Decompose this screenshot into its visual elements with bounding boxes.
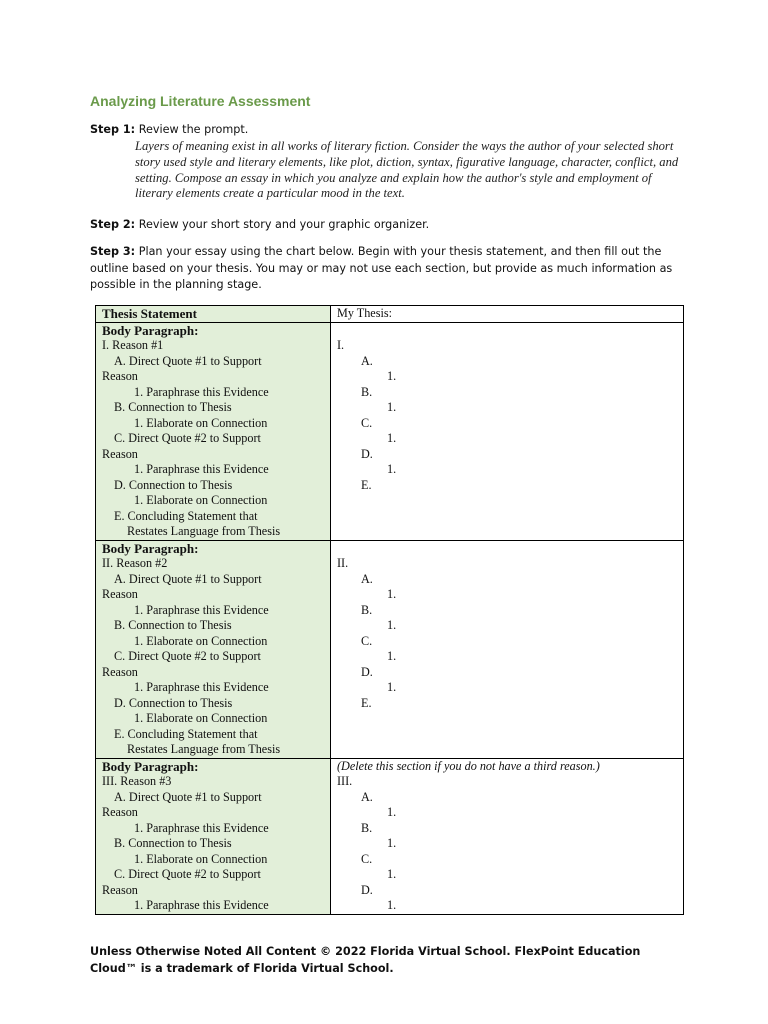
outline-label: 1. Paraphrase this Evidence bbox=[134, 602, 269, 617]
outline-letter: A. bbox=[361, 571, 373, 586]
essay-planning-chart bbox=[95, 305, 684, 915]
outline-label: 1. Paraphrase this Evidence bbox=[134, 898, 269, 912]
body-paragraph-1-outline-labels bbox=[96, 322, 331, 540]
body-paragraph-heading: Body Paragraph: bbox=[102, 322, 199, 338]
outline-label: E. Concluding Statement that bbox=[114, 508, 258, 523]
body-paragraph-3-outline-labels bbox=[96, 758, 331, 914]
outline-label: B. Connection to Thesis bbox=[114, 618, 232, 632]
outline-letter: D. bbox=[361, 664, 373, 679]
outline-label: A. Direct Quote #1 to Support bbox=[114, 789, 262, 804]
outline-number: 1. bbox=[387, 587, 397, 601]
outline-label: D. Connection to Thesis bbox=[114, 477, 233, 492]
step-1 bbox=[90, 122, 680, 139]
outline-number: 1. bbox=[387, 867, 397, 881]
outline-letter: A. bbox=[361, 353, 373, 368]
body-paragraph-heading: Body Paragraph: bbox=[102, 540, 199, 556]
step-3 bbox=[90, 244, 680, 294]
outline-number: 1. bbox=[387, 431, 397, 445]
reason-label: III. Reason #3 bbox=[102, 774, 172, 788]
outline-number: 1. bbox=[387, 618, 397, 632]
outline-letter: B. bbox=[361, 602, 373, 617]
outline-label: C. Direct Quote #2 to Support bbox=[114, 649, 261, 663]
outline-letter: B. bbox=[361, 820, 373, 835]
outline-label: C. Direct Quote #2 to Support bbox=[114, 431, 261, 445]
body-paragraph-1-input-cell[interactable] bbox=[331, 322, 684, 540]
thesis-row bbox=[96, 306, 684, 323]
outline-letter: C. bbox=[361, 851, 373, 866]
outline-letter: D. bbox=[361, 446, 373, 461]
outline-number: 1. bbox=[387, 680, 397, 694]
reason-label: I. Reason #1 bbox=[102, 338, 164, 352]
outline-number: 1. bbox=[387, 836, 397, 850]
outline-number: 1. bbox=[387, 805, 397, 819]
delete-section-note: (Delete this section if you do not have a third reason.) bbox=[337, 758, 600, 773]
outline-label: B. Connection to Thesis bbox=[114, 400, 232, 414]
outline-label: C. Direct Quote #2 to Support bbox=[114, 867, 261, 881]
outline-label: 1. Elaborate on Connection bbox=[134, 711, 268, 725]
reason-label: II. Reason #2 bbox=[102, 556, 168, 570]
outline-label: Reason bbox=[102, 805, 138, 819]
step-2-label: Step 2: bbox=[90, 218, 136, 231]
outline-label: A. Direct Quote #1 to Support bbox=[114, 571, 262, 586]
outline-label: D. Connection to Thesis bbox=[114, 695, 233, 710]
outline-roman: I. bbox=[337, 338, 345, 352]
step-1-label: Step 1: bbox=[90, 123, 136, 136]
outline-letter: C. bbox=[361, 415, 373, 430]
body-paragraph-2-input-cell[interactable] bbox=[331, 540, 684, 758]
outline-label: Restates Language from Thesis bbox=[127, 524, 281, 538]
thesis-input-cell[interactable] bbox=[331, 306, 684, 323]
outline-label: A. Direct Quote #1 to Support bbox=[114, 353, 262, 368]
outline-label: E. Concluding Statement that bbox=[114, 726, 258, 741]
body-paragraph-row-3 bbox=[96, 758, 684, 914]
step-3-label: Step 3: bbox=[90, 245, 136, 258]
thesis-value: My Thesis: bbox=[337, 306, 392, 320]
outline-label: Reason bbox=[102, 664, 138, 679]
body-paragraph-heading: Body Paragraph: bbox=[102, 758, 199, 774]
outline-label: 1. Elaborate on Connection bbox=[134, 493, 268, 507]
copyright-footer: Unless Otherwise Noted All Content © 2022 Florida Virtual School. FlexPoint Education Cloud™ is a trademark of Florida Virtual School. bbox=[90, 945, 641, 975]
outline-label: Reason bbox=[102, 446, 138, 461]
outline-label: B. Connection to Thesis bbox=[114, 836, 232, 850]
outline-label: Reason bbox=[102, 587, 138, 601]
outline-letter: C. bbox=[361, 633, 373, 648]
step-3-text: Plan your essay using the chart below. Begin with your thesis statement, and then fill out the outline based on your thesis. You may or may not use each section, but provide as much information as possible in the planning stage. bbox=[90, 245, 673, 291]
step-2-text: Review your short story and your graphic organizer. bbox=[135, 218, 430, 231]
body-paragraph-3-input-cell[interactable] bbox=[331, 758, 684, 914]
body-paragraph-row-2 bbox=[96, 540, 684, 758]
outline-roman: II. bbox=[337, 556, 349, 570]
outline-letter: E. bbox=[361, 477, 372, 492]
outline-label: 1. Elaborate on Connection bbox=[134, 415, 268, 430]
outline-label: 1. Paraphrase this Evidence bbox=[134, 462, 269, 476]
outline-label: 1. Paraphrase this Evidence bbox=[134, 820, 269, 835]
thesis-label-cell bbox=[96, 306, 331, 323]
outline-number: 1. bbox=[387, 898, 397, 912]
step-1-text: Review the prompt. bbox=[135, 123, 249, 136]
outline-number: 1. bbox=[387, 400, 397, 414]
outline-label: 1. Paraphrase this Evidence bbox=[134, 680, 269, 694]
outline-label: Reason bbox=[102, 369, 138, 383]
outline-label: Reason bbox=[102, 882, 138, 897]
outline-label: 1. Elaborate on Connection bbox=[134, 851, 268, 866]
outline-letter: A. bbox=[361, 789, 373, 804]
outline-label: 1. Elaborate on Connection bbox=[134, 633, 268, 648]
outline-number: 1. bbox=[387, 369, 397, 383]
outline-letter: B. bbox=[361, 384, 373, 399]
outline-number: 1. bbox=[387, 649, 397, 663]
page-title: Analyzing Literature Assessment bbox=[90, 93, 311, 109]
essay-prompt: Layers of meaning exist in all works of literary fiction. Consider the ways the author of your selected short story used style and literary elements, like plot, diction, syntax, figurative language, character, conflict, and setting. Compose an essay in which you analyze and explain how the author's style and employment of literary elements create a particular mood in the text. bbox=[135, 139, 679, 201]
body-paragraph-row-1 bbox=[96, 322, 684, 540]
thesis-label: Thesis Statement bbox=[102, 306, 197, 321]
step-2 bbox=[90, 217, 680, 234]
outline-label: 1. Paraphrase this Evidence bbox=[134, 384, 269, 399]
outline-letter: E. bbox=[361, 695, 372, 710]
outline-number: 1. bbox=[387, 462, 397, 476]
outline-roman: III. bbox=[337, 774, 353, 788]
outline-letter: D. bbox=[361, 882, 373, 897]
body-paragraph-2-outline-labels bbox=[96, 540, 331, 758]
outline-label: Restates Language from Thesis bbox=[127, 742, 281, 756]
